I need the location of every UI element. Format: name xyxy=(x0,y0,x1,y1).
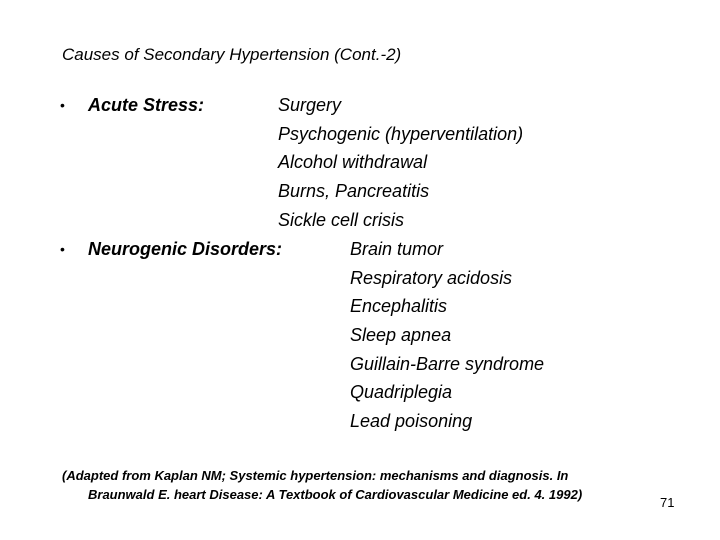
list-item: Surgery xyxy=(278,95,342,115)
list-item: Lead poisoning xyxy=(350,411,473,432)
list-item: Brain tumor xyxy=(350,239,444,259)
list-item: Guillain-Barre syndrome xyxy=(350,353,545,374)
citation-line-2: Braunwald E. heart Disease: A Textbook of Cardiovascular Medicine ed. 4. 1992) xyxy=(88,487,583,502)
list-item: Respiratory acidosis xyxy=(350,267,513,288)
list-item: Sickle cell crisis xyxy=(278,209,405,230)
bullet-icon: • xyxy=(60,97,65,113)
list-item: Quadriplegia xyxy=(350,382,453,403)
list-item: Encephalitis xyxy=(350,296,448,317)
list-item: Burns, Pancreatitis xyxy=(278,181,430,202)
citation-line-1: (Adapted from Kaplan NM; Systemic hypertension: mechanisms and diagnosis. In xyxy=(62,468,569,483)
list-item: Sleep apnea xyxy=(350,325,452,346)
section-label-neurogenic-disorders: Neurogenic Disorders: xyxy=(88,239,283,259)
slide-title: Causes of Secondary Hypertension (Cont.-2) xyxy=(62,45,402,64)
neurogenic-disorders-list xyxy=(350,235,544,436)
page-number: 71 xyxy=(660,495,675,510)
bullet-icon: • xyxy=(60,241,65,257)
list-item: Alcohol withdrawal xyxy=(278,152,428,173)
citation xyxy=(62,466,622,504)
acute-stress-list xyxy=(278,91,523,234)
list-item: Psychogenic (hyperventilation) xyxy=(278,123,524,144)
section-label-acute-stress: Acute Stress: xyxy=(88,95,205,115)
